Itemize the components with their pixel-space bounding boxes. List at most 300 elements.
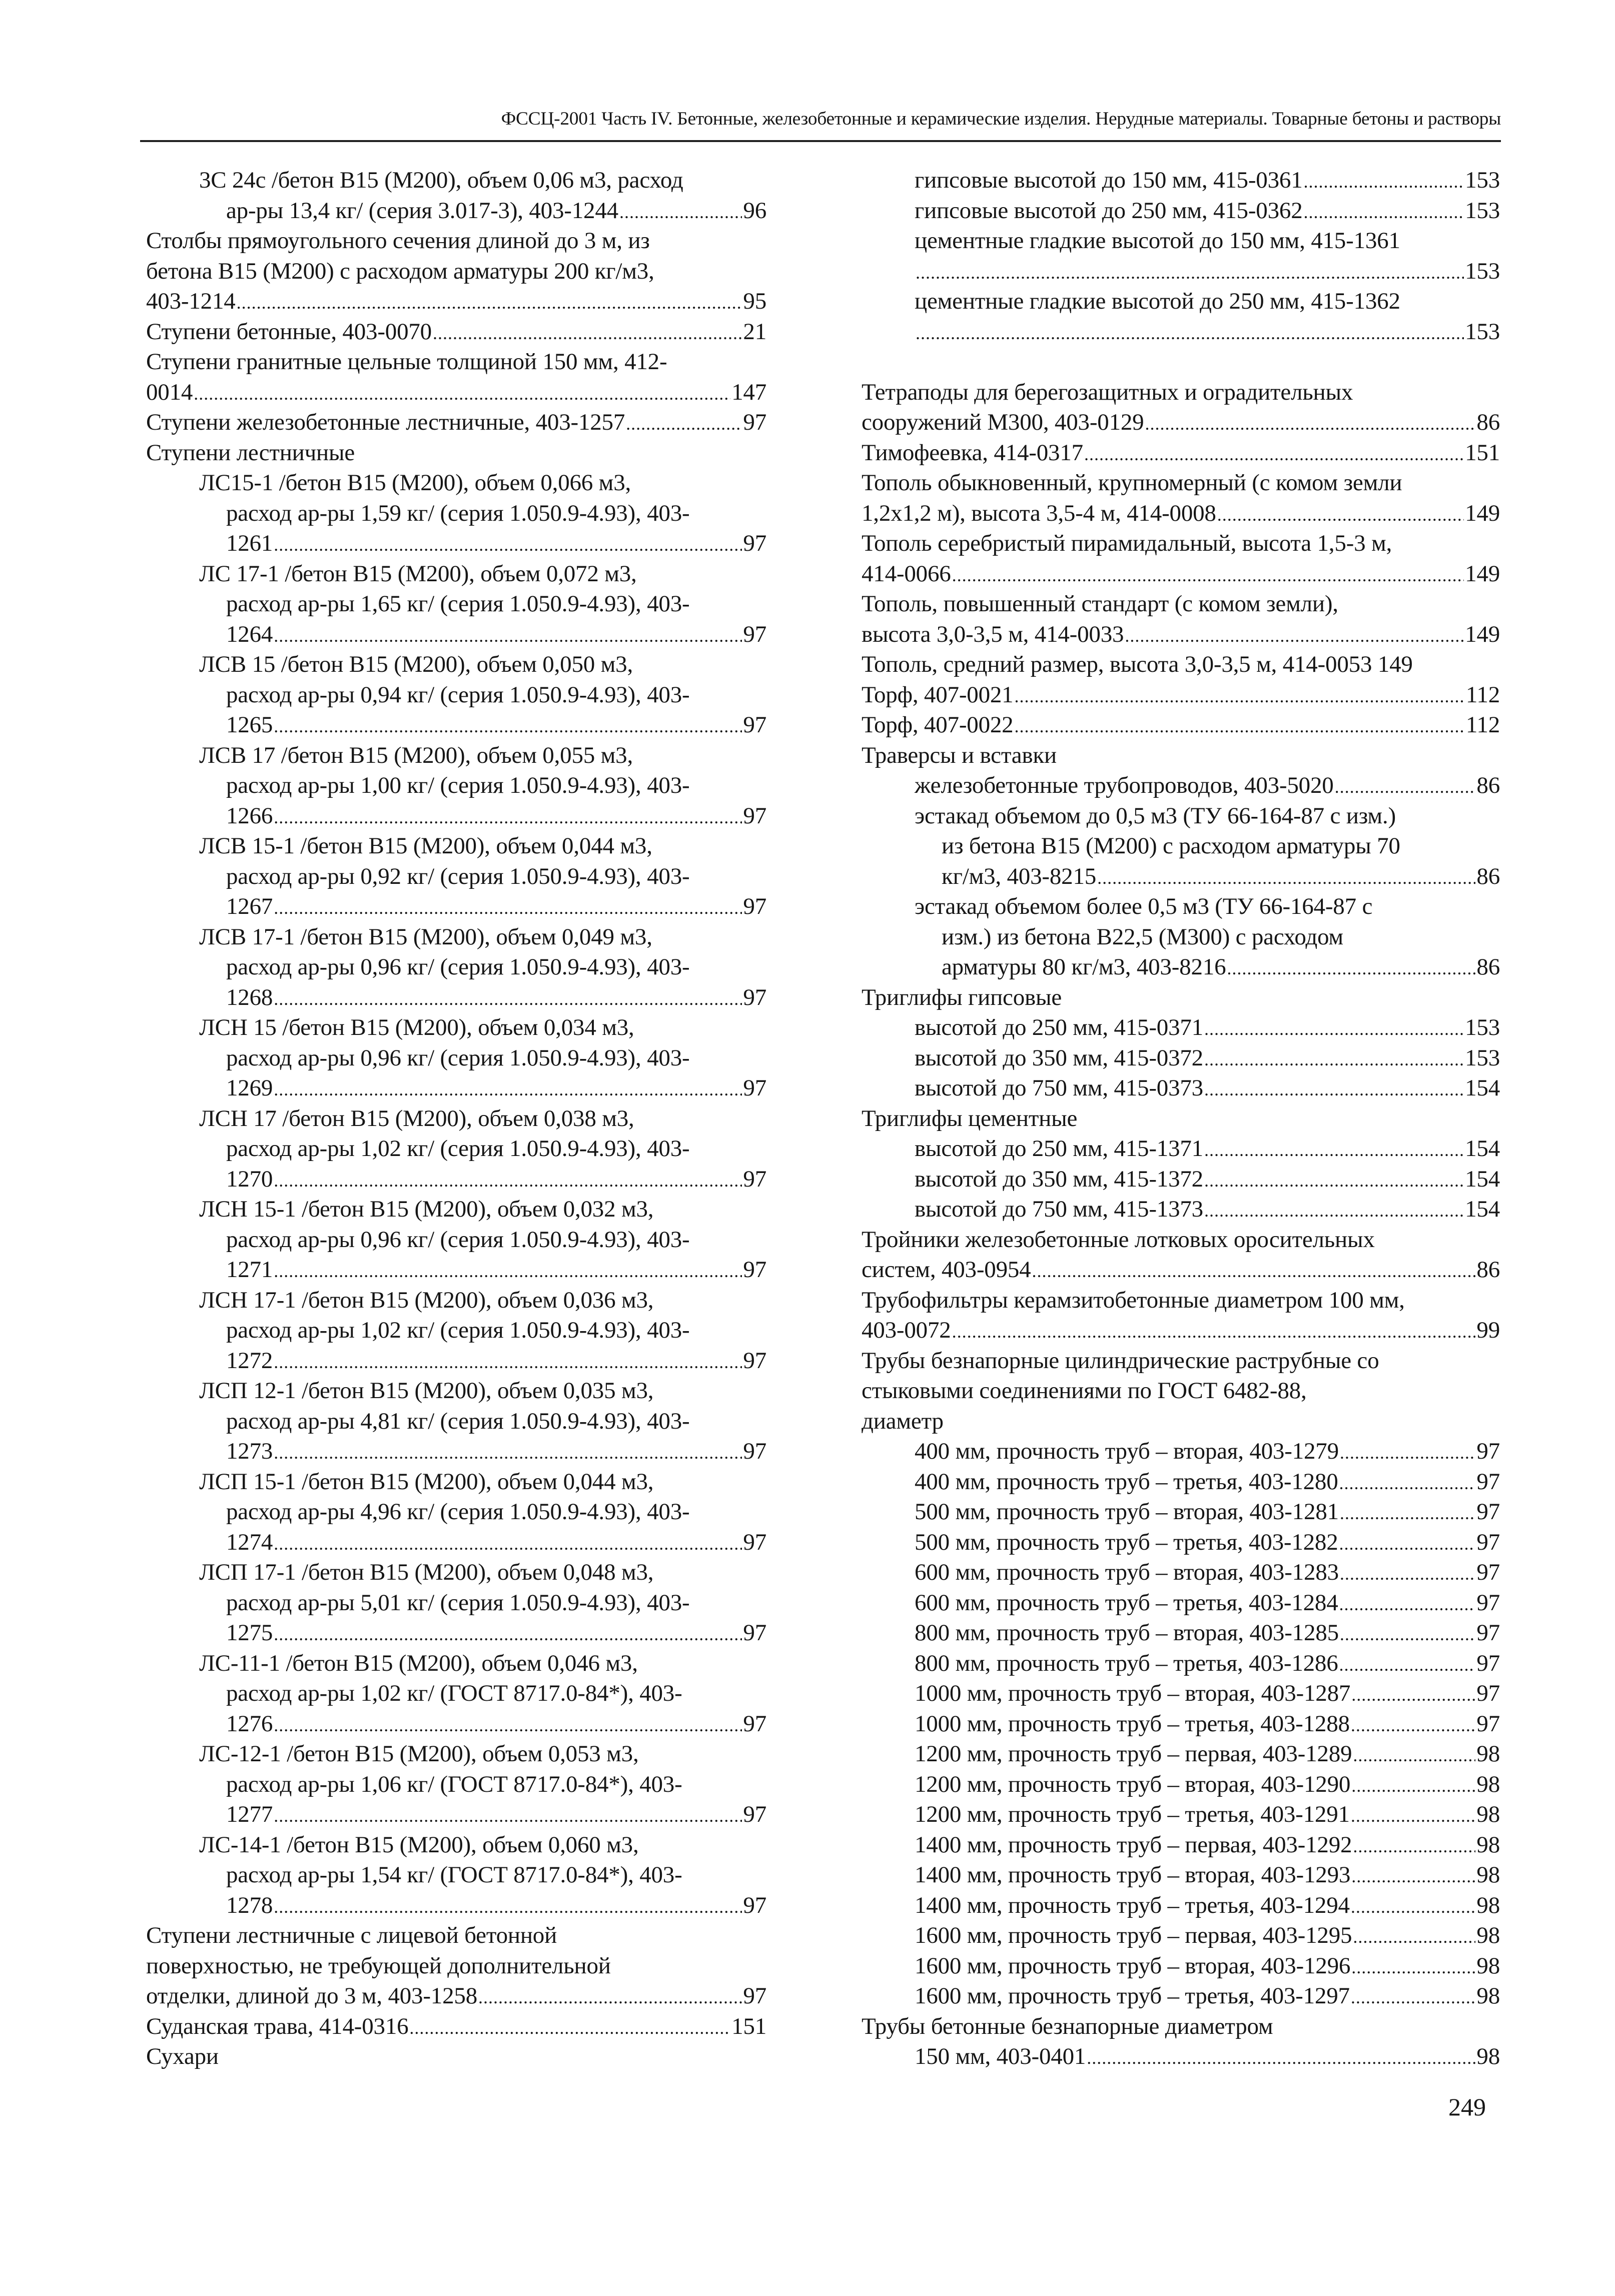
dot-leader	[952, 1317, 1476, 1347]
entry-text: Траверсы и вставки	[862, 742, 1057, 768]
entry-page-number: 86	[1476, 409, 1500, 435]
entry-text: 1275	[226, 1620, 273, 1646]
entry-page-number: 98	[1476, 1741, 1500, 1767]
index-entry	[146, 1315, 766, 1346]
index-entry	[862, 861, 1500, 892]
entry-text: ЛСН 17 /бетон В15 (М200), объем 0,038 м3,	[199, 1105, 634, 1131]
index-entry	[146, 1467, 766, 1497]
dot-leader	[1339, 1589, 1476, 1620]
index-entry	[146, 286, 766, 317]
index-entry	[146, 1043, 766, 1073]
index-entry	[862, 2011, 1500, 2042]
index-entry	[862, 891, 1500, 922]
dot-leader	[409, 2013, 730, 2043]
index-entry	[146, 1830, 766, 1860]
dot-leader	[1339, 1468, 1476, 1499]
index-entry	[146, 680, 766, 710]
entry-text: 1271	[226, 1257, 273, 1283]
entry-text: 1265	[226, 712, 273, 738]
index-entry	[862, 1890, 1500, 1921]
dot-leader	[274, 711, 742, 742]
entry-text: Триглифы гипсовые	[862, 984, 1062, 1010]
dot-leader	[1351, 1982, 1476, 2013]
dot-leader	[1351, 1801, 1476, 1831]
entry-page-number: 98	[1476, 1862, 1500, 1888]
entry-text: 1200 мм, прочность труб – вторая, 403-1290	[915, 1771, 1351, 1797]
entry-text: Тройники железобетонные лотковых оросительных	[862, 1226, 1375, 1253]
entry-text: гипсовые высотой до 150 мм, 415-0361	[915, 167, 1303, 193]
entry-page-number: 112	[1465, 681, 1500, 708]
entry-text: 1000 мм, прочность труб – вторая, 403-1287	[915, 1680, 1351, 1706]
index-entry	[146, 740, 766, 771]
dot-leader	[1353, 1922, 1475, 1952]
entry-text: расход ар-ры 0,96 кг/ (серия 1.050.9-4.93), 403-	[226, 1226, 690, 1253]
entry-text: ЛСП 12-1 /бетон В15 (М200), объем 0,035 м3,	[199, 1378, 654, 1404]
entry-page-number: 153	[1465, 167, 1500, 193]
index-entry	[146, 619, 766, 650]
dot-leader	[1340, 1619, 1476, 1650]
entry-text: изм.) из бетона В22,5 (М300) с расходом	[942, 923, 1343, 950]
entry-text: 1200 мм, прочность труб – первая, 403-1289	[915, 1741, 1352, 1767]
index-entry	[862, 801, 1500, 831]
entry-text: расход ар-ры 1,00 кг/ (серия 1.050.9-4.93), 403-	[226, 772, 690, 798]
entry-page-number: 21	[743, 318, 766, 345]
index-entry	[862, 1436, 1500, 1467]
entry-text: 1000 мм, прочность труб – третья, 403-1288	[915, 1710, 1350, 1737]
index-entry	[146, 2041, 766, 2072]
entry-page-number: 95	[743, 288, 766, 314]
index-entry	[146, 498, 766, 529]
entry-text: 1600 мм, прочность труб – третья, 403-1297	[915, 1983, 1350, 2009]
entry-page-number: 97	[743, 893, 766, 919]
entry-text: 403-1214	[146, 288, 236, 314]
dot-leader	[1353, 1831, 1475, 1862]
entry-page-number: 97	[1476, 1559, 1500, 1585]
entry-text: гипсовые высотой до 250 мм, 415-0362	[915, 197, 1303, 224]
dot-leader	[1204, 1135, 1464, 1166]
index-entry	[146, 1709, 766, 1739]
entry-page-number: 154	[1465, 1135, 1500, 1162]
index-entry	[862, 226, 1500, 256]
entry-text: ЛСП 17-1 /бетон В15 (М200), объем 0,048 м3,	[199, 1559, 654, 1585]
index-entry	[146, 1981, 766, 2011]
entry-text: высота 3,0-3,5 м, 414-0033	[862, 621, 1124, 647]
index-entry	[862, 438, 1500, 468]
dot-leader	[1351, 1861, 1475, 1892]
entry-page-number: 97	[743, 1892, 766, 1918]
entry-page-number: 97	[743, 1620, 766, 1646]
entry-text: бетона В15 (М200) с расходом арматуры 200 кг/м3,	[146, 258, 654, 284]
entry-page-number: 149	[1465, 560, 1500, 587]
entry-text: расход ар-ры 1,02 кг/ (серия 1.050.9-4.93), 403-	[226, 1317, 690, 1343]
index-entry	[862, 1618, 1500, 1648]
dot-leader	[1335, 772, 1476, 802]
entry-page-number: 97	[743, 1166, 766, 1192]
entry-text: ар-ры 13,4 кг/ (серия 3.017-3), 403-1244	[226, 197, 618, 224]
entry-page-number: 154	[1465, 1166, 1500, 1192]
entry-text: расход ар-ры 0,96 кг/ (серия 1.050.9-4.93), 403-	[226, 1044, 690, 1071]
index-entry	[146, 1436, 766, 1467]
dot-leader	[1084, 439, 1464, 470]
entry-text: Ступени бетонные, 403-0070	[146, 318, 432, 345]
entry-page-number: 97	[1476, 1620, 1500, 1646]
entry-page-number: 97	[743, 1257, 766, 1283]
entry-text: расход ар-ры 1,59 кг/ (серия 1.050.9-4.93), 403-	[226, 500, 690, 526]
entry-text: 1266	[226, 802, 273, 829]
index-entry	[862, 1043, 1500, 1073]
index-entry	[862, 680, 1500, 710]
entry-text: Тополь, средний размер, высота 3,0-3,5 м, 414-0053 149	[862, 651, 1413, 677]
entry-text: железобетонные трубопроводов, 403-5020	[915, 772, 1334, 798]
entry-text: высотой до 350 мм, 415-1372	[915, 1166, 1203, 1192]
dot-leader	[1204, 1196, 1464, 1226]
index-entry	[862, 1709, 1500, 1739]
index-entry	[146, 528, 766, 559]
entry-text: 600 мм, прочность труб – третья, 403-1284	[915, 1589, 1338, 1616]
index-entry	[146, 256, 766, 287]
entry-text: 1267	[226, 893, 273, 919]
entry-text: 800 мм, прочность труб – вторая, 403-1285	[915, 1620, 1339, 1646]
dot-leader	[274, 893, 742, 923]
entry-text: 400 мм, прочность труб – третья, 403-1280	[915, 1468, 1338, 1495]
index-entry	[146, 1890, 766, 1921]
entry-text: 1278	[226, 1892, 273, 1918]
entry-text: высотой до 350 мм, 415-0372	[915, 1044, 1203, 1071]
entry-text: 1273	[226, 1438, 273, 1464]
index-entry	[862, 377, 1500, 408]
index-entry	[146, 1951, 766, 1981]
dot-leader	[1014, 711, 1464, 742]
dot-leader	[274, 1619, 742, 1650]
entry-page-number: 97	[1476, 1468, 1500, 1495]
entry-spacer	[862, 347, 1500, 377]
index-entry	[146, 1406, 766, 1437]
entry-page-number: 154	[1465, 1075, 1500, 1101]
index-entry	[862, 982, 1500, 1013]
index-entry	[862, 1678, 1500, 1709]
entry-text: 414-0066	[862, 560, 951, 587]
entry-text: ЛСВ 15 /бетон В15 (М200), объем 0,050 м3,	[199, 651, 633, 677]
index-entry	[862, 165, 1500, 196]
index-entry	[146, 1225, 766, 1255]
entry-text: 1600 мм, прочность труб – вторая, 403-1296	[915, 1952, 1351, 1979]
entry-text: эстакад объемом до 0,5 м3 (ТУ 66-164-87 с изм.)	[915, 802, 1396, 829]
index-entry	[146, 861, 766, 892]
entry-text: Суданская трава, 414-0316	[146, 2013, 409, 2039]
entry-text: стыковыми соединениями по ГОСТ 6482-88,	[862, 1378, 1307, 1404]
entry-page-number: 97	[743, 802, 766, 829]
entry-text: ЛС-12-1 /бетон В15 (М200), объем 0,053 м3,	[199, 1741, 639, 1767]
entry-text: Ступени лестничные	[146, 439, 355, 466]
entry-text: 1276	[226, 1710, 273, 1737]
dot-leader	[916, 258, 1464, 288]
entry-text: высотой до 250 мм, 415-1371	[915, 1135, 1203, 1162]
entry-page-number: 97	[1476, 1529, 1500, 1555]
dot-leader	[952, 560, 1464, 591]
index-entry	[862, 952, 1500, 982]
index-entry	[862, 1164, 1500, 1195]
index-entry	[862, 196, 1500, 226]
index-entry	[862, 1073, 1500, 1103]
entry-page-number: 97	[743, 621, 766, 647]
dot-leader	[1304, 167, 1464, 197]
index-entry	[146, 1103, 766, 1134]
index-entry	[146, 1799, 766, 1830]
index-entry	[146, 1133, 766, 1164]
dot-leader	[1339, 1650, 1476, 1680]
dot-leader	[274, 621, 742, 651]
index-entry	[146, 196, 766, 226]
entry-text: 3С 24с /бетон В15 (М200), объем 0,06 м3, расход	[199, 167, 683, 193]
entry-page-number: 98	[1476, 1771, 1500, 1797]
entry-page-number: 97	[743, 409, 766, 435]
entry-text: Ступени железобетонные лестничные, 403-1257	[146, 409, 625, 435]
entry-text: Тимофеевка, 414-0317	[862, 439, 1083, 466]
entry-page-number: 86	[1476, 772, 1500, 798]
index-entry	[862, 1467, 1500, 1497]
entry-page-number: 98	[1476, 1983, 1500, 2009]
entry-text: высотой до 750 мм, 415-1373	[915, 1196, 1203, 1222]
dot-leader	[916, 318, 1464, 349]
entry-page-number: 153	[1465, 258, 1500, 284]
entry-text: из бетона В15 (М200) с расходом арматуры 70	[942, 833, 1400, 859]
page-number: 249	[1448, 2093, 1486, 2121]
entry-text: 1200 мм, прочность труб – третья, 403-1291	[915, 1801, 1350, 1827]
entry-page-number: 98	[1476, 2043, 1500, 2069]
entry-text: ЛСН 15 /бетон В15 (М200), объем 0,034 м3,	[199, 1014, 634, 1040]
index-entry	[862, 1376, 1500, 1406]
entry-text: 1264	[226, 621, 273, 647]
entry-page-number: 99	[1476, 1317, 1500, 1343]
entry-page-number: 97	[1476, 1438, 1500, 1464]
dot-leader	[194, 379, 730, 409]
entry-text: эстакад объемом более 0,5 м3 (ТУ 66-164-87 с	[915, 893, 1373, 919]
entry-text: расход ар-ры 1,06 кг/ (ГОСТ 8717.0-84*), 403-	[226, 1771, 682, 1797]
entry-text: Трубы бетонные безнапорные диаметром	[862, 2013, 1273, 2039]
index-entry	[146, 347, 766, 377]
dot-leader	[1351, 1892, 1476, 1922]
entry-page-number: 98	[1476, 1801, 1500, 1827]
index-entry	[862, 407, 1500, 438]
index-entry	[146, 1618, 766, 1648]
index-entry	[862, 317, 1500, 347]
entry-page-number: 86	[1476, 863, 1500, 889]
index-entry	[146, 317, 766, 347]
entry-text: цементные гладкие высотой до 250 мм, 415-1362	[915, 288, 1400, 314]
entry-page-number: 153	[1465, 197, 1500, 224]
entry-text: ЛСН 17-1 /бетон В15 (М200), объем 0,036 м3,	[199, 1287, 654, 1313]
entry-text: 150 мм, 403-0401	[915, 2043, 1086, 2069]
entry-text: Триглифы цементные	[862, 1105, 1078, 1131]
index-entry	[146, 952, 766, 982]
dot-leader	[1204, 1074, 1464, 1105]
entry-text: 1261	[226, 530, 273, 556]
entry-page-number: 97	[743, 1710, 766, 1737]
index-entry	[862, 1981, 1500, 2011]
dot-leader	[1032, 1256, 1475, 1287]
index-entry	[862, 1255, 1500, 1285]
entry-text: 1400 мм, прочность труб – первая, 403-1292	[915, 1831, 1352, 1858]
entry-text: 1268	[226, 984, 273, 1010]
dot-leader	[619, 197, 742, 228]
index-entry	[862, 1557, 1500, 1588]
entry-text: 1,2х1,2 м), высота 3,5-4 м, 414-0008	[862, 500, 1216, 526]
entry-page-number: 97	[1476, 1710, 1500, 1737]
entry-page-number: 112	[1465, 712, 1500, 738]
entry-page-number: 149	[1465, 621, 1500, 647]
dot-leader	[237, 288, 742, 318]
index-entry	[146, 770, 766, 801]
index-entry	[862, 1194, 1500, 1225]
dot-leader	[478, 1982, 742, 2013]
dot-leader	[1351, 1680, 1475, 1710]
entry-text: 1600 мм, прочность труб – первая, 403-1295	[915, 1922, 1352, 1948]
entry-text: 1400 мм, прочность труб – вторая, 403-1293	[915, 1862, 1351, 1888]
entry-text: Столбы прямоугольного сечения длиной до 3 м, из	[146, 228, 650, 254]
entry-text: ЛСП 15-1 /бетон В15 (М200), объем 0,044 м3,	[199, 1468, 654, 1495]
index-entry	[862, 1103, 1500, 1134]
entry-text: Тополь серебристый пирамидальный, высота 1,5-3 м,	[862, 530, 1392, 556]
entry-page-number: 153	[1465, 1014, 1500, 1040]
index-entry	[146, 377, 766, 408]
index-column-left	[146, 165, 766, 2072]
dot-leader	[1304, 197, 1464, 228]
dot-leader	[274, 1892, 742, 1922]
entry-text: Торф, 407-0022	[862, 712, 1014, 738]
entry-text: Трубофильтры керамзитобетонные диаметром 100 мм,	[862, 1287, 1405, 1313]
entry-text: 400 мм, прочность труб – вторая, 403-1279	[915, 1438, 1339, 1464]
index-entry	[862, 1315, 1500, 1346]
entry-text: кг/м3, 403-8215	[942, 863, 1097, 889]
entry-text: 1274	[226, 1529, 273, 1555]
dot-leader	[274, 984, 742, 1014]
entry-text: высотой до 250 мм, 415-0371	[915, 1014, 1203, 1040]
dot-leader	[626, 409, 742, 439]
dot-leader	[433, 318, 742, 349]
entry-text: ЛСВ 15-1 /бетон В15 (М200), объем 0,044 м3,	[199, 833, 652, 859]
index-entry	[862, 1406, 1500, 1437]
index-entry	[862, 468, 1500, 498]
entry-text: 0014	[146, 379, 193, 405]
dot-leader	[274, 1801, 742, 1831]
index-entry	[862, 740, 1500, 771]
entry-text: Сухари	[146, 2043, 219, 2069]
entry-page-number: 97	[743, 1075, 766, 1101]
index-entry	[862, 498, 1500, 529]
index-entry	[146, 1194, 766, 1225]
index-entry	[146, 1769, 766, 1800]
index-entry	[146, 1739, 766, 1769]
index-entry	[862, 619, 1500, 650]
entry-text: поверхностью, не требующей дополнительной	[146, 1952, 611, 1979]
index-entry	[146, 2011, 766, 2042]
entry-text: арматуры 80 кг/м3, 403-8216	[942, 954, 1226, 980]
entry-text: расход ар-ры 1,54 кг/ (ГОСТ 8717.0-84*), 403-	[226, 1862, 682, 1888]
entry-text: 800 мм, прочность труб – третья, 403-1286	[915, 1650, 1338, 1676]
index-entry	[146, 1255, 766, 1285]
entry-page-number: 151	[731, 2013, 766, 2039]
entry-page-number: 98	[1476, 1922, 1500, 1948]
entry-text: расход ар-ры 1,65 кг/ (серия 1.050.9-4.93), 403-	[226, 591, 690, 617]
entry-page-number: 147	[731, 379, 766, 405]
entry-text: 403-0072	[862, 1317, 951, 1343]
index-entry	[862, 1225, 1500, 1255]
entry-text: расход ар-ры 5,01 кг/ (серия 1.050.9-4.93), 403-	[226, 1589, 690, 1616]
dot-leader	[1353, 1740, 1475, 1771]
dot-leader	[274, 1166, 742, 1196]
entry-page-number: 86	[1476, 1257, 1500, 1283]
dot-leader	[1351, 1771, 1475, 1801]
entry-text: 1272	[226, 1347, 273, 1374]
dot-leader	[1014, 681, 1464, 712]
index-entry	[862, 1527, 1500, 1558]
dot-leader	[1227, 953, 1475, 984]
entry-text: ЛС-11-1 /бетон В15 (М200), объем 0,046 м3,	[199, 1650, 638, 1676]
dot-leader	[274, 1074, 742, 1105]
entry-text: 1277	[226, 1801, 273, 1827]
index-entry	[146, 438, 766, 468]
index-entry	[146, 891, 766, 922]
index-entry	[146, 468, 766, 498]
entry-text: 500 мм, прочность труб – вторая, 403-1281	[915, 1499, 1339, 1525]
entry-page-number: 153	[1465, 318, 1500, 345]
entry-text: сооружений М300, 403-0129	[862, 409, 1144, 435]
index-entry	[862, 649, 1500, 680]
entry-page-number: 97	[1476, 1589, 1500, 1616]
entry-text: 1269	[226, 1075, 273, 1101]
index-entry	[146, 1648, 766, 1679]
index-entry	[862, 589, 1500, 619]
index-entry	[146, 1012, 766, 1043]
entry-page-number: 98	[1476, 1831, 1500, 1858]
index-entry	[862, 1951, 1500, 1981]
entry-text: ЛС15-1 /бетон В15 (М200), объем 0,066 м3,	[199, 470, 631, 496]
index-entry	[146, 710, 766, 740]
index-entry	[862, 1830, 1500, 1860]
entry-text: ЛС-14-1 /бетон В15 (М200), объем 0,060 м3,	[199, 1831, 639, 1858]
index-entry	[146, 1860, 766, 1890]
index-entry	[862, 770, 1500, 801]
entry-page-number: 97	[743, 530, 766, 556]
dot-leader	[1204, 1014, 1464, 1044]
entry-page-number: 97	[743, 1983, 766, 2009]
entry-text: расход ар-ры 1,02 кг/ (серия 1.050.9-4.93), 403-	[226, 1135, 690, 1162]
entry-page-number: 149	[1465, 500, 1500, 526]
index-entry	[146, 1557, 766, 1588]
dot-leader	[274, 1438, 742, 1468]
dot-leader	[274, 802, 742, 833]
dot-leader	[274, 1347, 742, 1378]
index-entry	[862, 1346, 1500, 1376]
index-entry	[862, 831, 1500, 861]
entry-text: ЛСН 15-1 /бетон В15 (М200), объем 0,032 м3,	[199, 1196, 654, 1222]
index-entry	[146, 589, 766, 619]
dot-leader	[1340, 1498, 1476, 1529]
entry-text: Ступени гранитные цельные толщиной 150 мм, 412-	[146, 349, 667, 375]
entry-page-number: 98	[1476, 1952, 1500, 1979]
entry-page-number: 97	[1476, 1680, 1500, 1706]
index-entry	[862, 1588, 1500, 1618]
index-column-right	[862, 165, 1500, 2072]
dot-leader	[1340, 1559, 1476, 1589]
index-entry	[146, 1073, 766, 1103]
index-entry	[146, 226, 766, 256]
index-entry	[146, 1285, 766, 1316]
entry-text: систем, 403-0954	[862, 1257, 1031, 1283]
entry-page-number: 97	[743, 1529, 766, 1555]
entry-page-number: 96	[743, 197, 766, 224]
index-entry	[146, 831, 766, 861]
